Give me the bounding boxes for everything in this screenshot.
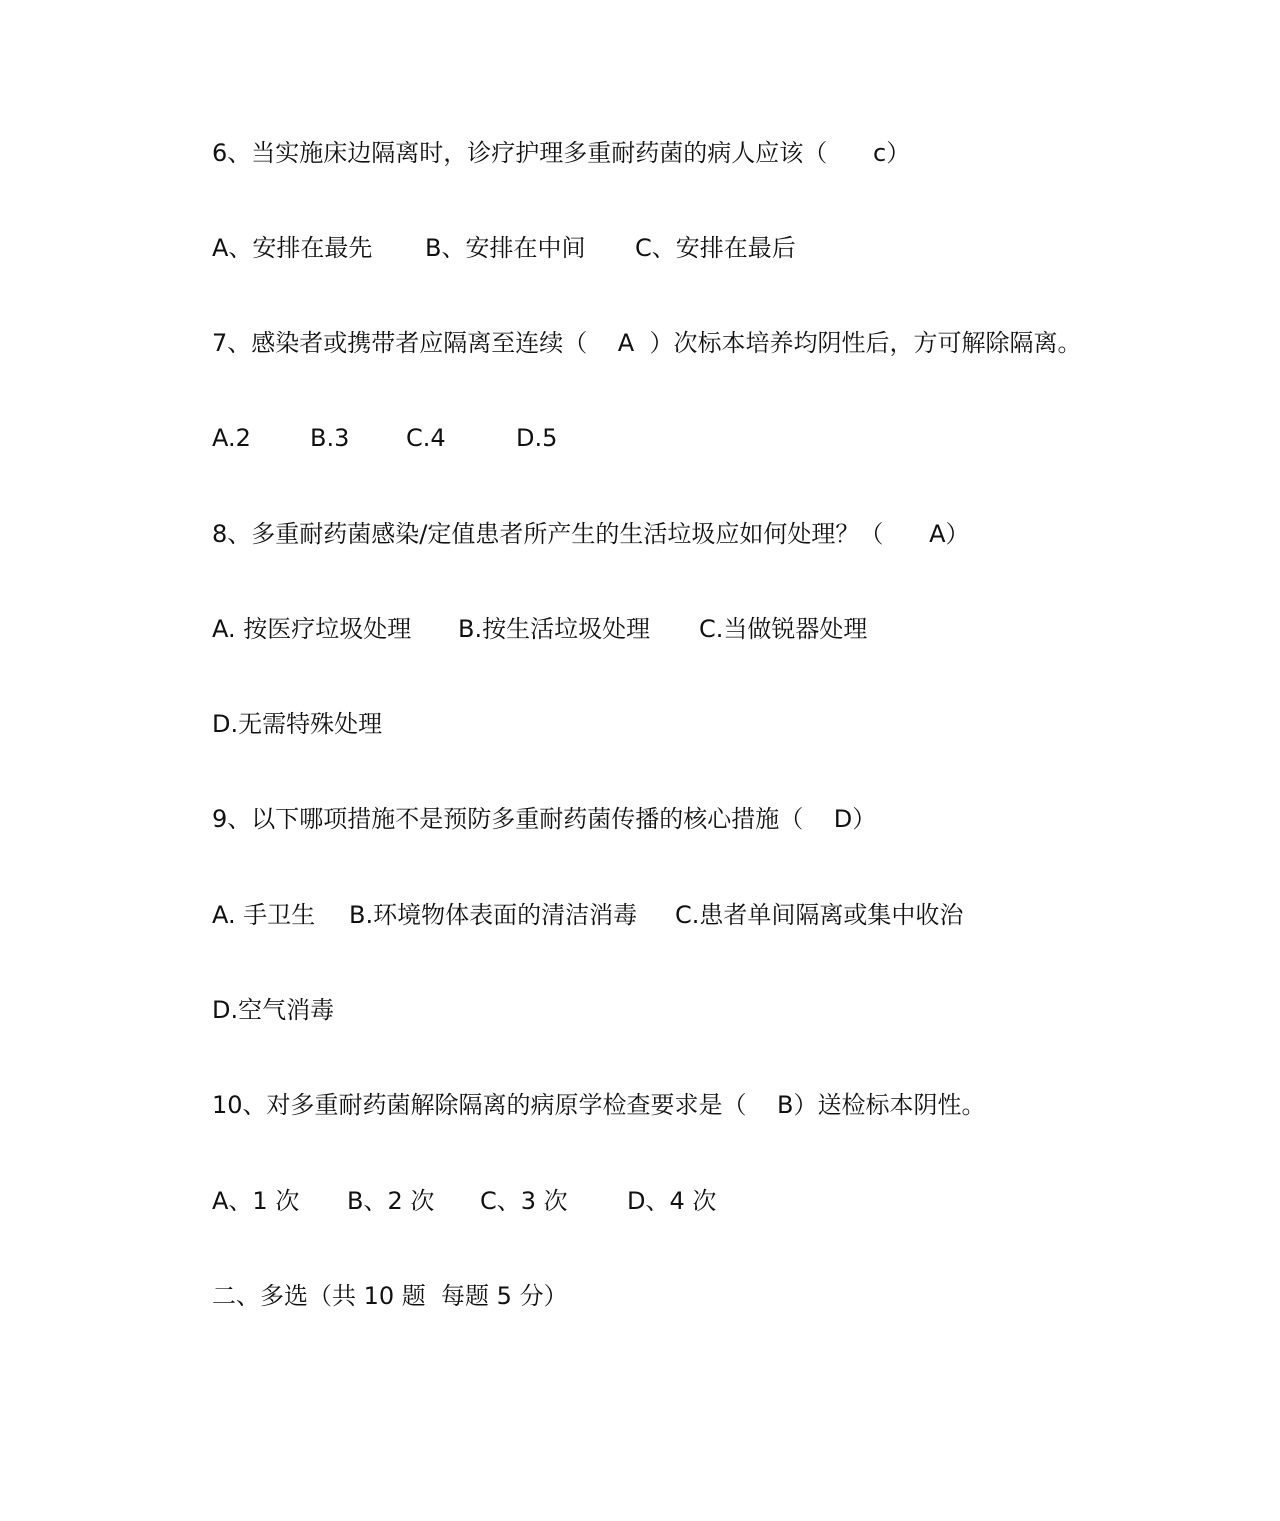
question-10-stem: 10、对多重耐药菌解除隔离的病原学检查要求是（ B）送检标本阴性。 [212, 1091, 986, 1119]
section-heading: 二、多选（共 10 题 每题 5 分） [212, 1282, 568, 1310]
question-9-option-c: C.患者单间隔离或集中收治 [675, 901, 964, 929]
question-10-option-d: D、4 次 [627, 1187, 717, 1215]
question-9-option-a: A. 手卫生 [212, 901, 316, 929]
question-9-stem: 9、以下哪项措施不是预防多重耐药菌传播的核心措施（ D） [212, 805, 877, 833]
question-6-option-c: C、安排在最后 [635, 234, 796, 262]
question-9-option-d: D.空气消毒 [212, 996, 335, 1024]
question-9-option-b: B.环境物体表面的清洁消毒 [349, 901, 638, 929]
question-8-option-c: C.当做锐器处理 [699, 615, 868, 643]
question-8-stem: 8、多重耐药菌感染/定值患者所产生的生活垃圾应如何处理？（ A） [212, 520, 970, 548]
question-7-option-c: C.4 [406, 424, 446, 452]
question-7-option-b: B.3 [310, 424, 350, 452]
question-7-option-d: D.5 [516, 424, 558, 452]
question-7-option-a: A.2 [212, 424, 251, 452]
question-6-stem: 6、当实施床边隔离时，诊疗护理多重耐药菌的病人应该（ c） [212, 139, 911, 167]
question-8-option-a: A. 按医疗垃圾处理 [212, 615, 412, 643]
question-10-option-c: C、3 次 [480, 1187, 568, 1215]
question-8-option-d: D.无需特殊处理 [212, 710, 383, 738]
question-7-stem: 7、感染者或携带者应隔离至连续（ A ）次标本培养均阴性后，方可解除隔离。 [212, 329, 1082, 357]
question-8-option-b: B.按生活垃圾处理 [458, 615, 651, 643]
question-10-option-a: A、1 次 [212, 1187, 300, 1215]
question-6-option-b: B、安排在中间 [425, 234, 586, 262]
question-10-option-b: B、2 次 [347, 1187, 435, 1215]
question-6-option-a: A、安排在最先 [212, 234, 373, 262]
